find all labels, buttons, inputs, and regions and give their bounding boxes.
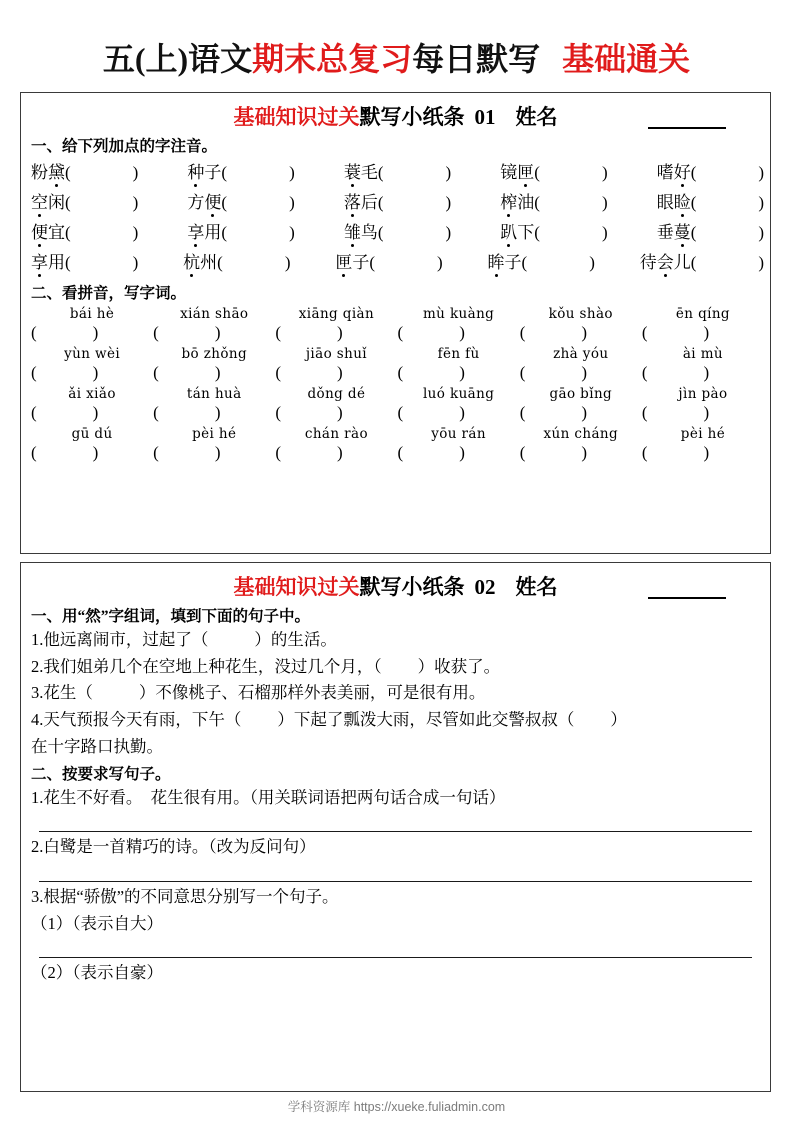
sheet02-question-1-pre: 1.他远离闹市，过起了（ [31,630,209,649]
dotted-character: 匣 [517,158,534,187]
character: 州 [200,253,218,272]
word-characters [31,188,65,217]
open-paren: ( [641,363,648,382]
open-paren: ( [275,363,282,382]
word-row [31,187,764,217]
sheet02-answer-line-2[interactable] [39,881,752,882]
dotted-character: 落 [344,188,361,217]
open-paren: ( [275,403,282,422]
open-paren: ( [534,193,540,212]
close-paren: ) [289,163,295,182]
sheet02-write-item-3-sub-1: （1）（表示自大） [31,913,163,933]
close-paren: ) [92,443,99,462]
sheet02-question-4-post: ） [610,710,627,730]
character: 用 [48,253,65,272]
pinyin-answer-cell[interactable] [275,403,397,423]
word-characters [187,218,221,247]
pinyin-answer-cell[interactable] [275,363,397,383]
pinyin-answer-cell[interactable] [275,443,397,463]
word-item [657,218,764,247]
open-paren: ( [690,253,697,272]
character: 毛 [360,163,378,182]
dotted-character: 种 [187,158,204,187]
open-paren: ( [65,193,71,212]
dotted-character: 匣 [335,248,352,277]
open-paren: ( [397,323,404,342]
open-paren: ( [641,443,648,462]
close-paren: ) [581,363,588,382]
pinyin-prompt: xún cháng [543,426,619,442]
dotted-character: 便 [31,218,48,247]
sheet02-question-1 [21,627,770,654]
character: 下 [517,223,535,242]
sheet02-answer-line-3[interactable] [39,957,752,958]
pinyin-answer-cell[interactable] [520,323,642,343]
sheet02-question-4 [21,707,770,734]
close-paren: ) [703,403,710,422]
close-paren: ) [703,363,710,382]
open-paren: ( [153,403,159,422]
close-paren: ) [92,363,99,382]
pinyin-answer-cell[interactable] [642,363,764,383]
pinyin-answer-cell[interactable] [520,363,642,383]
open-paren: ( [369,253,376,272]
pinyin-answer-cell[interactable] [31,403,153,423]
open-paren: ( [65,223,71,242]
close-paren: ) [601,163,608,182]
word-characters [335,248,369,277]
word-row [31,217,764,247]
close-paren: ) [214,443,221,462]
pinyin-answer-row [31,323,764,343]
pinyin-answer-cell[interactable] [31,443,153,463]
character: 方 [187,193,205,212]
sheet02-part2-title: 二、按要求写句子。 [31,765,171,783]
word-item [657,158,764,187]
worksheet-01-name-blank[interactable] [648,127,726,129]
open-paren: ( [534,163,540,182]
pinyin-prompt: ēn qíng [675,306,730,322]
pinyin-row [31,426,764,442]
close-paren: ) [758,163,765,182]
worksheet-02-number: 02 [474,575,496,599]
word-item [187,158,343,187]
open-paren: ( [221,223,228,242]
sheet02-question-1-post: ）的生活。 [254,630,337,649]
close-paren: ) [581,403,588,422]
worksheet-01-header-black: 默写小纸条 [359,105,465,129]
sheet02-question-2-post: ）收获了。 [417,656,501,676]
pinyin-prompt: bái hè [69,306,115,322]
close-paren: ) [132,193,139,212]
pinyin-row [31,386,764,402]
close-paren: ) [459,443,465,462]
sheet02-write-item-3-sub-2: （2）（表示自豪） [31,963,163,983]
worksheet-02-header-black: 默写小纸条 [359,575,465,599]
sheet02-question-2-pre: 2.我们姐弟几个在空地上种花生，没过几个月，（ [31,656,382,676]
word-item [335,248,487,277]
pinyin-prompt: jìn pào [678,386,728,402]
word-characters [500,188,534,217]
word-characters [488,248,522,277]
pinyin-prompt: xián shāo [180,306,249,322]
word-item [657,188,764,217]
sheet02-question-4-pre: 4.天气预报今天有雨，下午（ [31,710,242,730]
worksheet-01-number: 01 [474,105,496,129]
character: 鸟 [360,223,378,242]
sheet02-write-item-1: 1.花生不好看。 花生很有用。（用关联词语把两句话合成一句话） [31,787,506,807]
pinyin-answer-cell[interactable] [153,363,275,383]
open-paren: ( [641,403,648,422]
dotted-character: 眸 [488,248,505,277]
word-item [31,218,187,247]
pinyin-answer-cell[interactable] [520,403,642,423]
pinyin-prompt: ài mù [682,346,724,362]
sheet02-question-4-cont: 在十字路口执勤。 [31,736,163,756]
dotted-character: 榨 [500,188,517,217]
character: 油 [517,193,535,212]
close-paren: ) [445,223,452,242]
word-characters [31,158,65,187]
word-characters [657,218,691,247]
dotted-character: 睑 [674,188,691,217]
word-item [187,218,343,247]
worksheet-01-header [21,93,770,133]
word-characters [657,188,691,217]
pinyin-prompt: yùn wèi [64,346,121,362]
dotted-character: 黛 [48,158,65,187]
open-paren: ( [153,443,159,462]
sheet01-pinyin-block [21,306,770,463]
word-item [640,248,764,277]
open-paren: ( [65,163,71,182]
worksheet-01-name-label: 姓名 [515,105,558,129]
pinyin-prompt: pèi hé [680,426,726,442]
close-paren: ) [132,253,139,272]
open-paren: ( [397,403,404,422]
close-paren: ) [601,223,608,242]
close-paren: ) [589,253,595,272]
close-paren: ) [581,323,588,342]
open-paren: ( [534,223,540,242]
word-characters [31,248,65,277]
close-paren: ) [289,223,295,242]
sheet02-answer-line-1[interactable] [39,831,752,832]
open-paren: ( [31,363,37,382]
word-characters [187,188,221,217]
close-paren: ) [601,193,608,212]
open-paren: ( [377,163,384,182]
dotted-character: 杭 [183,248,200,277]
pinyin-prompt: jiāo shuǐ [305,346,368,362]
open-paren: ( [217,253,223,272]
dotted-character: 蔓 [674,218,691,247]
pinyin-answer-cell[interactable] [153,403,275,423]
pinyin-prompt: gāo bǐng [549,386,613,402]
pinyin-prompt: luó kuāng [422,386,495,402]
word-characters [344,188,378,217]
page-title-part-3: 每日默写 [412,41,541,77]
dotted-character: 趴 [500,218,517,247]
close-paren: ) [758,253,765,272]
open-paren: ( [31,403,37,422]
word-characters [640,248,691,277]
dotted-character: 会 [657,248,674,277]
sheet02-write-item-3: 3.根据“骄傲”的不同意思分别写一个句子。 [31,887,339,907]
worksheet-01-header-red: 基础知识过关 [233,105,360,129]
dotted-character: 享 [31,248,48,277]
dotted-character: 便 [204,188,221,217]
pinyin-answer-cell[interactable] [153,323,275,343]
open-paren: ( [221,193,228,212]
character: 待 [639,253,657,272]
close-paren: ) [459,403,465,422]
pinyin-answer-cell[interactable] [31,363,153,383]
open-paren: ( [153,323,159,342]
close-paren: ) [337,323,343,342]
pinyin-prompt: kǒu shào [548,306,613,322]
word-item [31,248,183,277]
open-paren: ( [275,443,282,462]
open-paren: ( [397,363,404,382]
word-characters [31,218,65,247]
word-row [31,247,764,277]
dotted-character: 空 [31,188,48,217]
open-paren: ( [377,193,384,212]
close-paren: ) [459,363,465,382]
close-paren: ) [703,443,710,462]
character: 子 [204,163,222,182]
dotted-character: 享 [187,218,204,247]
word-characters [657,158,691,187]
word-item [31,158,187,187]
dotted-character: 好 [674,158,691,187]
close-paren: ) [581,443,588,462]
worksheet-02-header-red: 基础知识过关 [233,575,360,599]
character: 子 [504,253,522,272]
pinyin-prompt: chán rào [304,426,368,442]
word-characters [344,158,378,187]
pinyin-prompt: yōu rán [431,426,486,442]
word-characters [500,158,534,187]
pinyin-answer-cell[interactable] [275,323,397,343]
pinyin-prompt: tán huà [186,386,242,402]
worksheet-01 [20,92,771,554]
page-title-part-1: 五(上)语文 [102,41,253,77]
dotted-character: 蓑 [344,158,361,187]
sheet01-part1-title: 一、给下列加点的字注音。 [31,138,218,155]
character: 垂 [656,223,674,242]
open-paren: ( [519,323,526,342]
sheet02-question-4-mid: ）下起了瓢泼大雨，尽管如此交警叔叔（ [277,710,575,730]
close-paren: ) [758,193,765,212]
pinyin-answer-cell[interactable] [398,403,520,423]
close-paren: ) [445,163,452,182]
word-row [31,157,764,187]
character: 镜 [500,163,518,182]
pinyin-row [31,346,764,362]
pinyin-answer-row [31,403,764,423]
dotted-character: 雏 [344,218,361,247]
word-characters [187,158,221,187]
pinyin-answer-cell[interactable] [398,363,520,383]
worksheet-02 [20,562,771,1092]
watermark: 学科资源库 https://xueke.fuliadmin.com [287,1100,506,1114]
worksheet-02-header [21,563,770,603]
pinyin-prompt: mù kuàng [422,306,495,322]
character: 子 [352,253,370,272]
pinyin-answer-cell[interactable] [642,323,764,343]
open-paren: ( [221,163,228,182]
word-item [344,188,500,217]
close-paren: ) [214,403,221,422]
close-paren: ) [337,443,343,462]
close-paren: ) [758,223,765,242]
word-characters [500,218,534,247]
close-paren: ) [92,403,99,422]
open-paren: ( [519,363,526,382]
pinyin-answer-cell[interactable] [398,443,520,463]
close-paren: ) [289,193,295,212]
pinyin-prompt: fēn fù [437,346,480,362]
open-paren: ( [153,363,159,382]
pinyin-prompt: bō zhǒng [181,346,248,362]
word-characters [344,218,378,247]
sheet02-write-item-2: 2.白鹭是一首精巧的诗。（改为反问句） [31,837,316,857]
close-paren: ) [337,403,343,422]
open-paren: ( [397,443,404,462]
pinyin-prompt: ǎi xiǎo [68,386,116,402]
pinyin-answer-cell[interactable] [642,403,764,423]
open-paren: ( [275,323,282,342]
word-item [488,248,640,277]
page-title-part-4: 基础通关 [562,41,691,77]
open-paren: ( [31,323,37,342]
sheet02-question-2 [21,654,770,681]
sheet02-question-3-pre: 3.花生（ [31,683,93,703]
character: 儿 [673,253,691,272]
close-paren: ) [284,253,291,272]
open-paren: ( [65,253,71,272]
page-title-part-2: 期末总复习 [252,41,413,77]
open-paren: ( [519,443,526,462]
character: 粉 [31,163,48,182]
pinyin-prompt: gū dú [71,426,113,442]
open-paren: ( [31,443,37,462]
open-paren: ( [690,223,697,242]
close-paren: ) [214,323,221,342]
pinyin-prompt: pèi hé [192,426,237,442]
open-paren: ( [377,223,384,242]
close-paren: ) [459,323,465,342]
close-paren: ) [445,193,452,212]
close-paren: ) [132,223,139,242]
worksheet-02-name-blank[interactable] [648,597,726,599]
word-characters [183,248,217,277]
close-paren: ) [92,323,99,342]
page-title [0,0,793,88]
pinyin-answer-cell[interactable] [398,323,520,343]
sheet02-question-3-post: ）不像桃子、石榴那样外表美丽，可是很有用。 [138,683,486,703]
character: 用 [204,223,222,242]
pinyin-answer-cell[interactable] [642,443,764,463]
pinyin-row [31,306,764,322]
pinyin-answer-cell[interactable] [31,323,153,343]
word-item [500,158,656,187]
close-paren: ) [703,323,710,342]
worksheet-02-name-label: 姓名 [515,575,558,599]
character: 闲 [48,193,65,212]
pinyin-prompt: zhà yóu [553,346,609,362]
word-item [344,158,500,187]
character: 宜 [48,223,65,242]
open-paren: ( [521,253,528,272]
word-item [500,188,656,217]
character: 嗜 [656,163,674,182]
open-paren: ( [690,163,697,182]
pinyin-answer-cell[interactable] [153,443,275,463]
sheet02-part1-title: 一、用“然”字组词，填到下面的句子中。 [31,608,311,625]
close-paren: ) [337,363,343,382]
close-paren: ) [132,163,139,182]
sheet01-word-grid [21,157,770,277]
character: 后 [360,193,378,212]
open-paren: ( [690,193,697,212]
sheet02-question-3 [21,680,770,707]
open-paren: ( [519,403,526,422]
sheet01-part2-title: 二、看拼音，写字词。 [31,285,187,302]
word-item [183,248,335,277]
word-item [187,188,343,217]
close-paren: ) [437,253,443,272]
open-paren: ( [641,323,648,342]
word-item [344,218,500,247]
pinyin-answer-cell[interactable] [520,443,642,463]
character: 眼 [656,193,674,212]
word-item [31,188,187,217]
pinyin-answer-row [31,443,764,463]
close-paren: ) [214,363,221,382]
pinyin-prompt: xiāng qiàn [298,306,375,322]
word-item [500,218,656,247]
pinyin-prompt: dǒng dé [307,386,366,402]
pinyin-answer-row [31,363,764,383]
